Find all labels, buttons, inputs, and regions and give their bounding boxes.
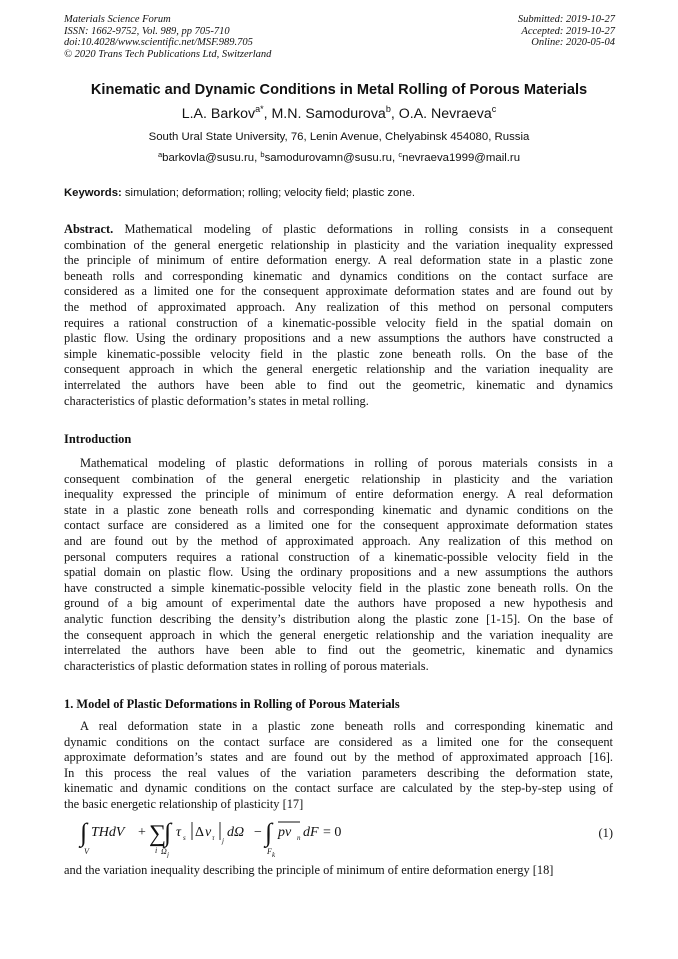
introduction-line: consequent combination of the general energetic relationship in plasticity and the variation — [64, 471, 613, 486]
eq-minus: − — [254, 825, 262, 840]
author-nevraeva-mark: c — [491, 104, 497, 114]
journal-name: Materials Science Forum — [64, 14, 171, 25]
author-nevraeva: O.A. Nevraeva — [398, 106, 492, 122]
abstract-paragraph — [64, 222, 613, 409]
journal-copyright: © 2020 Trans Tech Publications Ltd, Switzerland — [64, 48, 272, 60]
online-date: Online: 2020-05-04 — [531, 37, 615, 48]
section-1-continuation — [64, 863, 613, 879]
author-separator: , — [390, 106, 399, 122]
section-1-line: kinematic and dynamic conditions on the contact surface are calculated by the step-by-step using of — [64, 781, 613, 796]
abstract-line-text: Mathematical modeling of plastic deformations in rolling consists in a consequent — [113, 222, 613, 236]
introduction-line: the consequent approach in which the general energetic relationship and the variation inequality are — [64, 627, 613, 642]
journal-issn: ISSN: 1662-9752, Vol. 989, pp 705-710 — [64, 25, 230, 37]
introduction-line: characteristics of plastic deformation states in rolling of porous materials. — [64, 658, 429, 673]
section-1-line: In this process the real values of the variation parameters describing the deformation state, — [64, 765, 613, 780]
author-samodurova-mark: b — [385, 104, 391, 114]
abstract-line: interrelated the authors have been able to find out the geometric, kinematic and dynamics — [64, 377, 613, 392]
integral-symbol: ∫ — [80, 818, 88, 847]
introduction-line: ground of a big amount of experimental date the authors have proposed a new hypothesis and — [64, 596, 613, 611]
abstract-line: the method of approximated approach. Any realization of this method on personal computers — [64, 299, 613, 314]
abstract-line: simple kinematic-possible velocity field in the plastic zone beneath rolls. On the base of the — [64, 346, 613, 361]
equation-1-number: (1) — [598, 826, 613, 840]
introduction-line: and are found out by the method of approximated approach. Any realization of this method on — [64, 533, 613, 548]
eq-subscript-f: F — [267, 847, 272, 856]
introduction-line: inequality expressed the principle of minimum of entire deformation energy. A real deformation — [64, 487, 613, 502]
eq-df: dF — [303, 825, 319, 840]
abstract-line: requires a rational construction of a kinematic-possible velocity field in the spatial domain on — [64, 315, 613, 330]
section-1-line: A real deformation state in a plastic zone beneath rolls and corresponding kinematic and — [80, 719, 613, 733]
section-1-paragraph — [64, 719, 613, 813]
submitted-date: Submitted: 2019-10-27 — [517, 14, 615, 25]
author-emails — [40, 152, 638, 164]
eq-subscript-j2: j — [222, 837, 224, 845]
email-mark-a: a — [157, 150, 163, 159]
keywords — [64, 187, 415, 199]
eq-subscript-j: j — [167, 851, 169, 858]
section-1-heading: 1. Model of Plastic Deformations in Rolling of Porous Materials — [64, 697, 400, 711]
abstract-line — [64, 222, 613, 238]
introduction-line: analytic function describing the density’s distribution along the plastic zone [1-15]. On the base of — [64, 611, 613, 626]
introduction-line: contact surface are considered as a limited one for the consequent approximate deformation states — [64, 518, 613, 533]
submission-dates — [518, 14, 615, 49]
section-1-line: approximate deformation’s states and are found out by the method of approximated approach [16]. — [64, 750, 613, 765]
section-1-line: dynamic conditions on the contact surface are considered as a limited one for the consequent — [64, 734, 613, 749]
sum-symbol: ∑ — [149, 821, 167, 847]
abstract-line: the principle of minimum of entire deformation energy. A real deformation state in a plastic zone — [64, 253, 613, 268]
integral-symbol: ∫ — [164, 818, 172, 847]
author-list — [40, 106, 638, 122]
abstract-line: beneath rolls and corresponding kinematic and dynamics conditions on the contact surface are — [64, 268, 613, 283]
eq-plus: + — [138, 825, 146, 840]
eq-domega: dΩ — [227, 825, 245, 840]
email-barkov: barkovla@susu.ru, — [162, 152, 261, 164]
eq-v: v — [205, 825, 212, 840]
equation-1 — [64, 814, 613, 858]
email-samodurova: samodurovamn@susu.ru, — [264, 152, 399, 164]
introduction-line: personal computers requires a rational construction of a kinematic-possible velocity field in the — [64, 549, 613, 564]
keywords-label: Keywords: — [64, 187, 122, 199]
introduction-heading: Introduction — [64, 432, 132, 446]
introduction-paragraph — [64, 456, 613, 674]
keywords-text: simulation; deformation; rolling; velocity field; plastic zone. — [121, 187, 415, 199]
eq-subscript-k: k — [272, 851, 276, 858]
journal-info — [64, 14, 271, 60]
introduction-line: state in a plastic zone beneath rolls and corresponding kinematic and dynamic conditions on the — [64, 502, 613, 517]
eq-subscript-s: s — [183, 834, 186, 842]
eq-subscript-n: n — [297, 834, 301, 842]
eq-subscript-tau: τ — [212, 834, 215, 842]
email-mark-c: c — [398, 150, 403, 159]
introduction-line: have constructed a simple kinematic-possible velocity field in the plastic zone beneath rolls. On the — [64, 580, 613, 595]
eq-subscript-v: V — [84, 847, 89, 856]
section-1-line: and the variation inequality describing the principle of minimum of entire deformation energy [18] — [64, 863, 554, 877]
eq-delta: Δ — [195, 825, 205, 840]
abstract-line: plastic flow. Using the ordinary propositions and a new assumptions the authors have constructed a — [64, 331, 613, 346]
affiliation: South Ural State University, 76, Lenin Avenue, Chelyabinsk 454080, Russia — [148, 131, 530, 143]
equation-1-formula — [64, 814, 484, 858]
abstract-line: combination of the general energetic relationship in plasticity and the variation inequality expressed — [64, 237, 613, 252]
introduction-line: spatial domain on plastic flow. Using the ordinary propositions and a new assumptions the authors — [64, 565, 613, 580]
email-mark-b: b — [260, 150, 265, 159]
abstract-label: Abstract. — [64, 222, 114, 236]
eq-tau: τ — [176, 825, 182, 840]
abstract-line: characteristics of plastic deformation’s states in metal rolling. — [64, 393, 369, 408]
author-separator: , — [263, 106, 272, 122]
eq-equals-zero: = 0 — [323, 825, 342, 840]
author-samodurova: M.N. Samodurova — [271, 106, 386, 122]
author-barkov: L.A. Barkov — [181, 106, 256, 122]
abstract-line: consequent approach in which the general energetic relationship and the variation inequality are — [64, 362, 613, 377]
section-1-line: the basic energetic relationship of plasticity [17] — [64, 796, 304, 811]
eq-pv: pv — [278, 825, 292, 840]
eq-term-thdv: THdV — [91, 825, 125, 840]
email-nevraeva: nevraeva1999@mail.ru — [402, 152, 521, 164]
abstract-line: considered as a limited one for the consequent approximate deformation states and are found out by — [64, 284, 613, 299]
journal-doi: doi:10.4028/www.scientific.net/MSF.989.705 — [64, 37, 253, 48]
introduction-line: interrelated the authors have been able to find out the geometric, kinematic and dynamics — [64, 643, 613, 658]
eq-subscript-omega: Ω — [161, 847, 167, 856]
author-barkov-mark: a* — [255, 104, 264, 114]
accepted-date: Accepted: 2019-10-27 — [521, 25, 615, 37]
introduction-line: Mathematical modeling of plastic deformations in rolling of porous materials consists in a — [80, 456, 613, 470]
eq-subscript-i: i — [155, 846, 158, 855]
integral-symbol: ∫ — [265, 818, 273, 847]
paper-title: Kinematic and Dynamic Conditions in Metal Rolling of Porous Materials — [90, 82, 588, 98]
